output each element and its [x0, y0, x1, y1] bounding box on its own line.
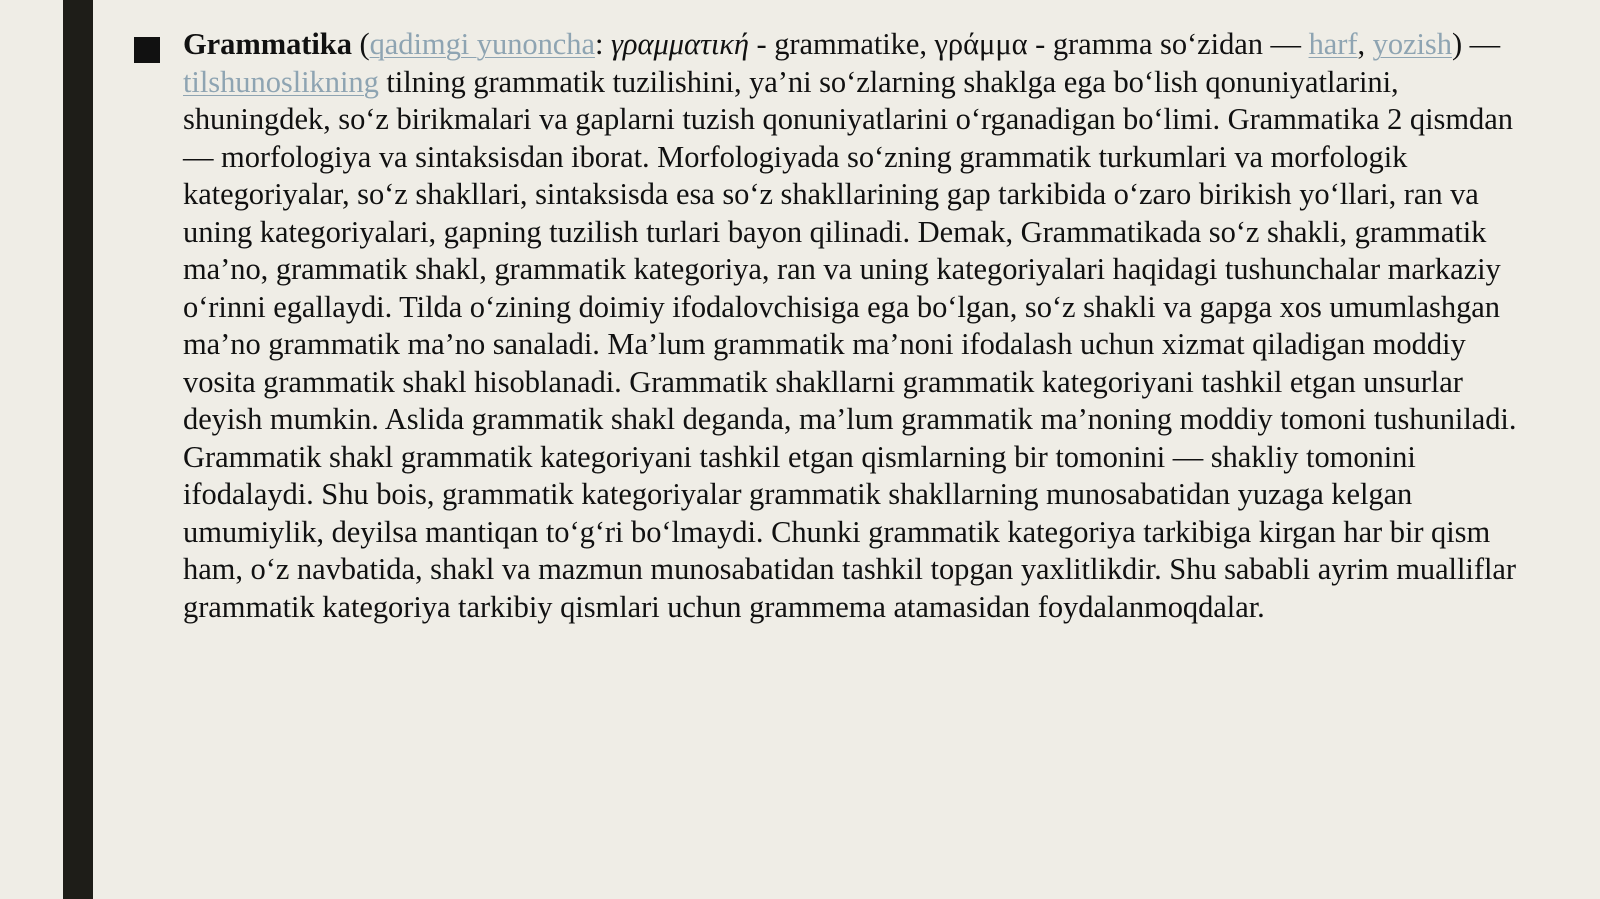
text-segment: (	[351, 27, 370, 61]
text-segment: ) —	[1451, 27, 1501, 61]
grammar-paragraph	[183, 26, 1544, 626]
text-segment: ,	[1357, 27, 1373, 61]
link-yozish[interactable]: yozish	[1372, 27, 1452, 61]
link-ancient-greek[interactable]: qadimgi yunoncha	[369, 27, 595, 61]
text-segment: - grammatike, γράμμα - gramma so‘zidan —	[748, 27, 1309, 61]
link-harf[interactable]: harf	[1308, 27, 1358, 61]
slide-content	[134, 26, 1544, 626]
text-segment: :	[594, 27, 611, 61]
left-accent-bar	[63, 0, 93, 899]
term-grammatika: Grammatika	[183, 27, 352, 61]
greek-term: γραμματική	[610, 27, 749, 61]
paragraph-body: tilning grammatik tuzilishini, ya’ni so‘zlarning shaklga ega bo‘lish qonuniyatlarini, shuningdek, so‘z birikmalari va gaplarni tuzish qonuniyatlarini o‘rganadigan bo‘limi. Grammatika 2 qismdan — morfologiya va sintaksisdan iborat. Morfologiyada so‘zning grammatik turkumlari va morfologik kategoriyalar, so‘z shakllari, sintaksisda esa so‘z shakllarining gap tarkibida o‘zaro birikish yo‘llari, ran va uning kategoriyalari, gapning tuzilish turlari bayon qilinadi. Demak, Grammatikada so‘z shakli, grammatik ma’no, grammatik shakl, grammatik kategoriya, ran va uning kategoriyalari haqidagi tushunchalar markaziy o‘rinni egallaydi. Tilda o‘zining doimiy ifodalovchisiga ega bo‘lgan, so‘z shakli va gapga xos umumlashgan ma’no grammatik ma’no sanaladi. Ma’lum grammatik ma’noni ifodalash uchun xizmat qiladigan moddiy vosita grammatik shakl hisoblanadi. Grammatik shakllarni grammatik kategoriyani tashkil etgan unsurlar deyish mumkin. Aslida grammatik shakl deganda, ma’lum grammatik ma’noning moddiy tomoni tushuniladi. Grammatik shakl grammatik kategoriyani tashkil etgan qismlarning bir tomonini — shakliy tomonini ifodalaydi. Shu bois, grammatik kategoriyalar grammatik shakllarning munosabatidan yuzaga kelgan umumiylik, deyilsa mantiqan to‘g‘ri bo‘lmaydi. Chunki grammatik kategoriya tarkibiga kirgan har bir qism ham, o‘z navbatida, shakl va mazmun munosabatidan tashkil topgan yaxlitlikdir. Shu sababli ayrim mualliflar grammatik kategoriya tarkibiy qismlari uchun grammema atamasidan foydalanmoqdalar.	[183, 64, 1517, 624]
link-linguistics[interactable]: tilshunoslikning	[183, 64, 379, 99]
bullet-item	[134, 26, 1544, 626]
square-bullet-icon	[134, 37, 160, 63]
